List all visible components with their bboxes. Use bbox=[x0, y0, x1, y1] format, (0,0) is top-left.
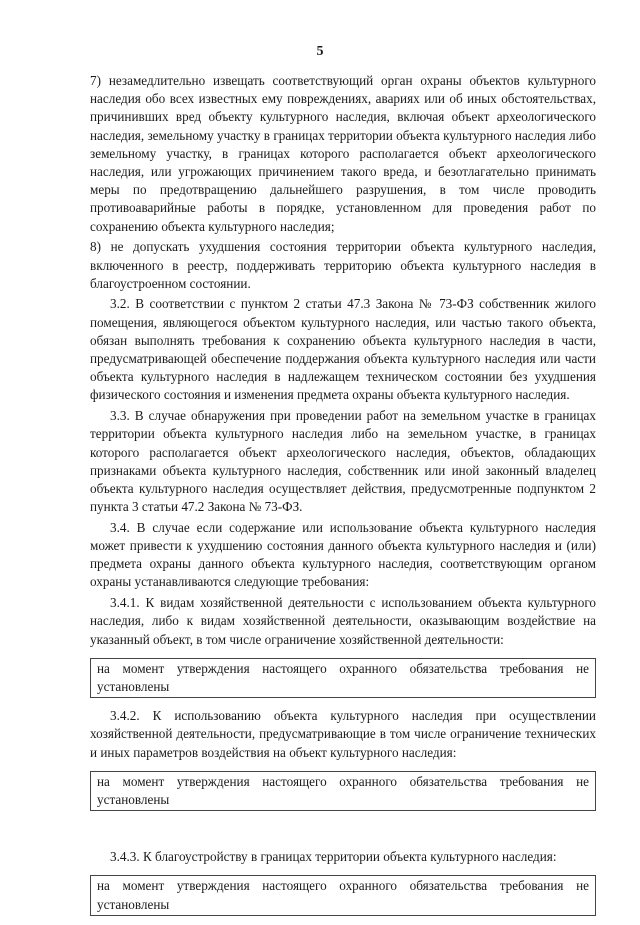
section-3-4-2: 3.4.2. К использованию объекта культурного наследия при осуществлении хозяйственной деятельности, предусматривающие в том числе ограничение технических и иных параметров воздействия на объект культурного наследия: bbox=[90, 708, 596, 760]
page-number: 5 bbox=[316, 44, 324, 59]
section-3-3: 3.3. В случае обнаружения при проведении работ на земельном участке в границах территории объекта культурного наследия либо на земельном участке, в границах которого располагается объект археологического наследия, объектов, обладающих признаками объекта культурного наследия, собственник или иной законный владелец объекта культурного наследия осуществляет действия, предусмотренные подпунктом 2 пункта 3 статьи 47.2 Закона № 73-ФЗ. bbox=[90, 408, 596, 515]
requirement-box-2: на момент утверждения настоящего охранного обязательства требования не установлены bbox=[90, 771, 596, 811]
document-body bbox=[90, 72, 596, 925]
item-7: 7) незамедлительно извещать соответствующий орган охраны объектов культурного наследия обо всех известных ему повреждениях, авариях или об иных обстоятельствах, причинивших вред объекту культурного наследия, включая объект археологического наследия, земельному участку в границах территории объекта культурного наследия либо земельному участку, в границах которого располагается объект археологического наследия, или угрожающих причинением такого вреда, и безотлагательно принимать меры по предотвращению дальнейшего разрушения, в том числе проводить противоаварийные работы в порядке, установленном для проведения работ по сохранению объекта культурного наследия; bbox=[90, 73, 596, 234]
section-3-4: 3.4. В случае если содержание или использование объекта культурного наследия может привести к ухудшению состояния данного объекта культурного наследия и (или) предмета охраны данного объекта культурного наследия, соответствующим органом охраны устанавливаются следующие требования: bbox=[90, 519, 596, 590]
requirement-box-1: на момент утверждения настоящего охранного обязательства требования не установлены bbox=[90, 658, 596, 698]
section-3-4-1: 3.4.1. К видам хозяйственной деятельности с использованием объекта культурного наследия, либо к видам хозяйственной деятельности, оказывающим воздействие на указанный объект, в том числе ограничение хозяйственной деятельности: bbox=[90, 595, 596, 647]
section-3-2: 3.2. В соответствии с пунктом 2 статьи 47.3 Закона № 73-ФЗ собственник жилого помещения, являющегося объектом культурного наследия, или частью такого объекта, обязан выполнять требования к сохранению объекта культурного наследия в части, предусматривающей обеспечение поддержания объекта культурного наследия или части объекта культурного наследия в надлежащем техническом состоянии без ухудшения физического состояния и изменения предмета охраны объекта культурного наследия. bbox=[90, 296, 596, 403]
requirement-box-3: на момент утверждения настоящего охранного обязательства требования не установлены bbox=[90, 875, 596, 915]
spacer bbox=[90, 820, 596, 848]
item-8: 8) не допускать ухудшения состояния территории объекта культурного наследия, включенного в реестр, поддерживать территорию объекта культурного наследия в благоустроенном состоянии. bbox=[90, 239, 596, 291]
section-3-4-3: 3.4.3. К благоустройству в границах территории объекта культурного наследия: bbox=[110, 849, 557, 865]
